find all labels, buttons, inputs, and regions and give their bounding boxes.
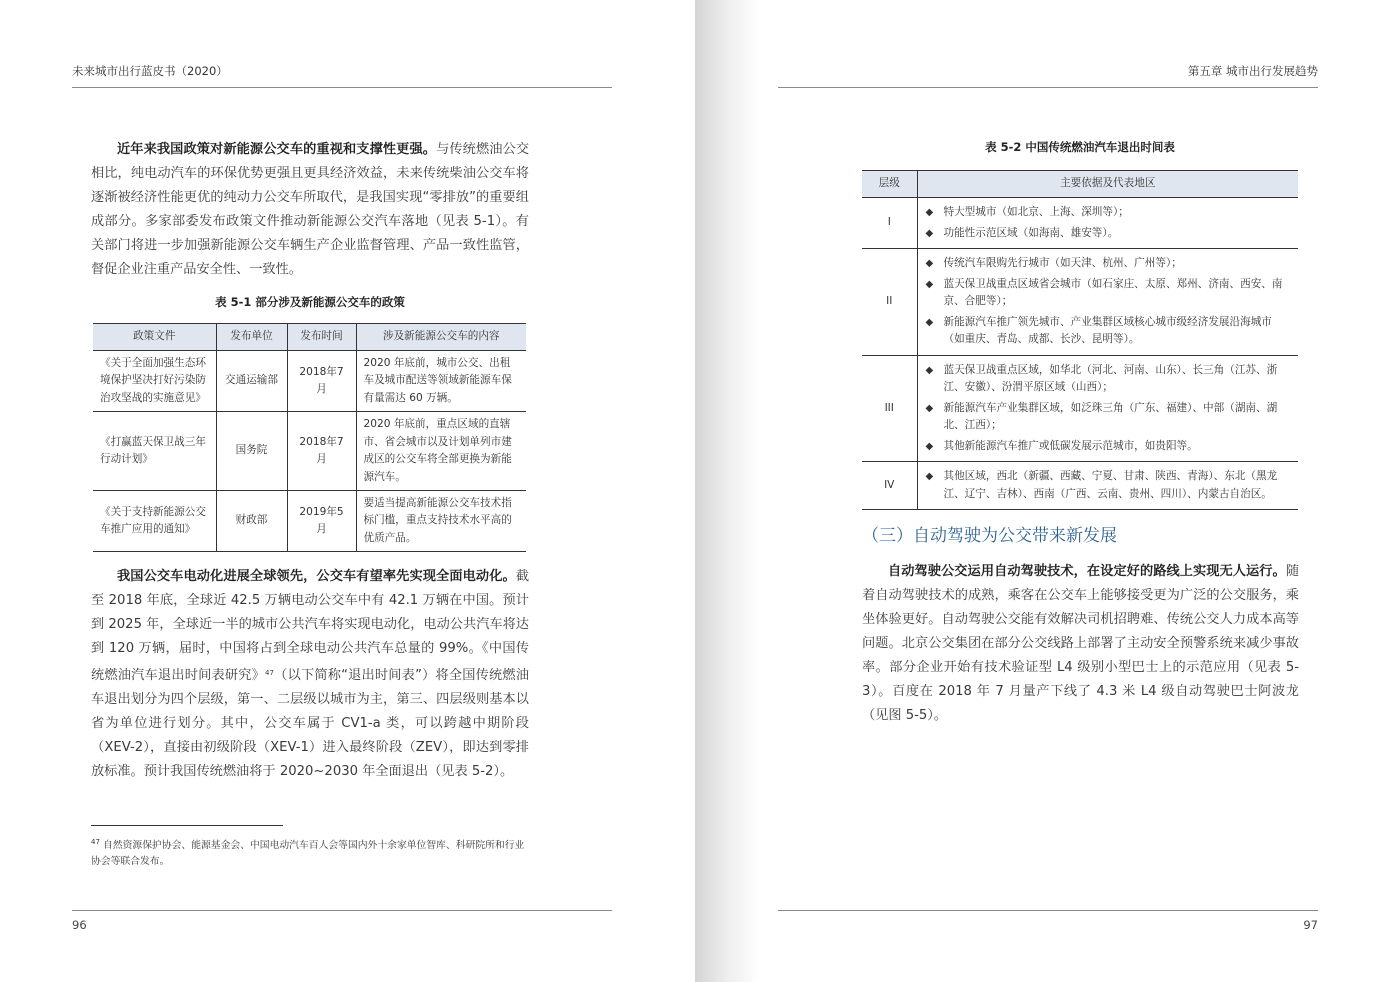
footnote [91, 834, 531, 870]
level-cell: II [862, 249, 917, 356]
issue-date: 2018年7月 [287, 412, 356, 491]
policy-document: 《打赢蓝天保卫战三年行动计划》 [93, 412, 216, 491]
bullet-item [926, 400, 1291, 435]
column-header: 发布单位 [216, 324, 287, 351]
column-header: 主要依据及代表地区 [917, 171, 1298, 198]
bullet-text: 新能源汽车产业集群区域，如泛珠三角（广东、福建）、中部（湖南、湖北、江西）； [943, 401, 1278, 431]
table-row [862, 198, 1298, 249]
content: 要适当提高新能源公交车技术指标门槛，重点支持技术水平高的优质产品。 [356, 491, 526, 552]
book-gutter-shadow [695, 0, 760, 982]
bullet-item [926, 204, 1291, 222]
paragraph-autonomous [862, 560, 1299, 728]
paragraph-lead: 近年来我国政策对新能源公交车的重视和支撑性更强。 [117, 142, 437, 157]
bullet-item [926, 255, 1291, 273]
column-header: 政策文件 [93, 324, 216, 351]
footer-rule-right [778, 910, 1318, 911]
bullet-item [926, 362, 1291, 397]
running-header-right: 第五章 城市出行发展趋势 [1187, 64, 1318, 78]
bullet-item [926, 314, 1291, 349]
table-row [93, 351, 526, 412]
bullet-text: 功能性示范区域（如海南、雄安等）。 [943, 226, 1119, 239]
level-cell: III [862, 355, 917, 462]
policy-document: 《关于全面加强生态环境保护坚决打好污染防治攻坚战的实施意见》 [93, 351, 216, 412]
policy-document: 《关于支持新能源公交车推广应用的通知》 [93, 491, 216, 552]
diamond-bullet-icon: ◆ [925, 316, 934, 328]
bullet-text: 其他新能源汽车推广或低碳发展示范城市，如贵阳等。 [943, 439, 1198, 452]
bullet-text: 蓝天保卫战重点区域，如华北（河北、河南、山东）、长三角（江苏、浙江、安徽）、汾渭平原区域（山西）； [943, 363, 1278, 393]
issuer: 交通运输部 [216, 351, 287, 412]
level-cell: IV [862, 462, 917, 510]
bullet-text: 其他区域，西北（新疆、西藏、宁夏、甘肃、陕西、青海）、东北（黑龙江、辽宁、吉林）、西南（广西、云南、贵州、四川）、内蒙古自治区。 [943, 470, 1278, 500]
diamond-bullet-icon: ◆ [925, 258, 934, 269]
bullet-item [926, 438, 1291, 456]
diamond-bullet-icon: ◆ [925, 207, 934, 218]
diamond-bullet-icon: ◆ [925, 227, 934, 239]
bullet-text: 传统汽车限购先行城市（如天津、杭州、广州等）； [943, 257, 1182, 269]
bullet-item [926, 276, 1291, 311]
content: 2020 年底前，重点区域的直辖市、省会城市以及计划单列市建成区的公交车将全部更换为新能源汽车。 [356, 412, 526, 491]
regions-cell [917, 462, 1298, 510]
column-header: 涉及新能源公交车的内容 [356, 324, 526, 351]
column-header: 层级 [862, 171, 917, 198]
section-heading: （三）自动驾驶为公交带来新发展 [862, 526, 1117, 546]
paragraph-body: 截至 2018 年底，全球近 42.5 万辆电动公交车中有 42.1 万辆在中国。预计到 2025 年，全球近一半的城市公共汽车将实现电动化，电动公共汽车将达到 120 万辆，届时，中国将占到全球电动公共汽车总量的 99%。《中国传统燃油汽车退出时间表研究》 [91, 569, 529, 683]
paragraph-body: 随着自动驾驶技术的成熟，乘客在公交车上能够接受更为广泛的公交服务，乘坐体验更好。自动驾驶公交能有效解决司机招聘难、传统公交人力成本高等问题。北京公交集团在部分公交线路上部署了主动安全预警系统来减少事故率。部分企业开始有技术验证型 L4 级别小型巴士上的示范应用（见表 5-3）。百度在 2018 年 7 月量产下线了 4.3 米 L4 级自动驾驶巴士阿波龙（见图 5-5）。 [862, 564, 1299, 723]
paragraph-policy [91, 138, 529, 282]
footnote-number: 47 [91, 838, 100, 846]
footnote-ref[interactable]: 47 [265, 669, 274, 677]
table-row [93, 491, 526, 552]
page-number-left: 96 [72, 918, 87, 932]
table-row [93, 412, 526, 491]
policy-table [93, 323, 526, 552]
table-row [862, 249, 1298, 356]
table-caption: 表 5-1 部分涉及新能源公交车的政策 [215, 295, 405, 309]
bullet-text: 新能源汽车推广领先城市、产业集群区域核心城市级经济发展沿海城市（如重庆、青岛、成都、长沙、昆明等）。 [943, 315, 1272, 345]
footnote-rule [91, 825, 283, 826]
column-header: 发布时间 [287, 324, 356, 351]
bullet-item [926, 468, 1291, 503]
diamond-bullet-icon: ◆ [925, 402, 934, 414]
paragraph-body: 与传统燃油公交相比，纯电动汽车的环保优势更强且更具经济效益，未来传统柴油公交车将逐渐被经济性能更优的纯动力公交车所取代，是我国实现“零排放”的重要组成部分。多家部委发布政策文件推动新能源公交汽车落地（见表 5-1）。有关部门将进一步加强新能源公交车辆生产企业监督管理、产品一致性监管，督促企业注重产品安全性、一致性。 [91, 142, 530, 277]
paragraph-body: （以下简称“退出时间表”）将全国传统燃油车退出划分为四个层级，第一、二层级以城市为主，第三、四层级则基本以省为单位进行划分。其中，公交车属于 CV1-a 类，可以跨越中期阶段（XEV-2），直接由初级阶段（XEV-1）进入最终阶段（ZEV），即达到零排放标准。预计我国传统燃油将于 2020~2030 年全面退出（见表 5-2）。 [91, 668, 530, 779]
regions-cell [917, 198, 1298, 249]
page-number-right: 97 [1303, 918, 1318, 932]
phase-out-table [862, 170, 1298, 510]
table-row [862, 462, 1298, 510]
content: 2020 年底前，城市公交、出租车及城市配送等领域新能源车保有量需达 60 万辆。 [356, 351, 526, 412]
header-rule-left [72, 87, 612, 88]
diamond-bullet-icon: ◆ [925, 440, 934, 452]
running-header-left: 未来城市出行蓝皮书（2020） [72, 64, 228, 78]
bullet-text: 特大型城市（如北京、上海、深圳等）； [943, 206, 1129, 218]
regions-cell [917, 249, 1298, 356]
diamond-bullet-icon: ◆ [925, 278, 934, 290]
issuer: 国务院 [216, 412, 287, 491]
issuer: 财政部 [216, 491, 287, 552]
regions-cell [917, 355, 1298, 462]
footer-rule-left [72, 910, 612, 911]
diamond-bullet-icon: ◆ [925, 364, 934, 376]
diamond-bullet-icon: ◆ [925, 471, 934, 482]
paragraph-lead: 我国公交车电动化进展全球领先，公交车有望率先实现全面电动化。 [117, 569, 516, 584]
header-rule-right [778, 87, 1318, 88]
bullet-text: 蓝天保卫战重点区域省会城市（如石家庄、太原、郑州、济南、西安、南京、合肥等）； [943, 277, 1283, 307]
paragraph-lead: 自动驾驶公交运用自动驾驶技术，在设定好的路线上实现无人运行。 [888, 564, 1286, 579]
issue-date: 2018年7月 [287, 351, 356, 412]
issue-date: 2019年5月 [287, 491, 356, 552]
table-row [862, 355, 1298, 462]
footnote-text: 自然资源保护协会、能源基金会、中国电动汽车百人会等国内外十余家单位智库、科研院所和行业协会等联合发布。 [91, 840, 525, 867]
table-caption: 表 5-2 中国传统燃油汽车退出时间表 [985, 140, 1175, 154]
bullet-item [926, 225, 1291, 243]
level-cell: I [862, 198, 917, 249]
paragraph-electrification [91, 565, 529, 784]
